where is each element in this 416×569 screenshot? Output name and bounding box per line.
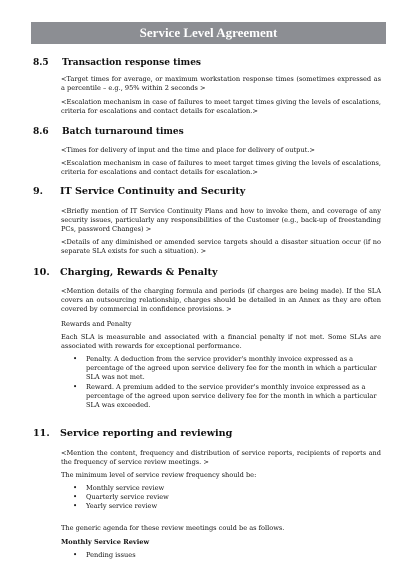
section-number: 8.6 [33, 127, 49, 137]
paragraph: <Times for delivery of input and the time and place for delivery of output.> [61, 146, 315, 154]
list-item: • Pending issues [86, 551, 386, 560]
document-title-banner: Service Level Agreement [31, 22, 386, 44]
section-9-heading [33, 186, 245, 197]
section-number: 10. [33, 267, 50, 278]
section-10-heading [33, 267, 218, 278]
paragraph: <Mention the content, frequency and distribution of service reports, recipients of reports and the frequency of service review meetings. > [61, 449, 381, 467]
paragraph: <Briefly mention of IT Service Continuity Plans and how to invoke them, and coverage of any security issues, particularly any responsibilities of the Customer (e.g., back-up of freestanding PCs, password Changes) > [61, 207, 381, 234]
list-item: • Monthly service review [86, 484, 386, 493]
review-frequency-list [86, 484, 386, 512]
section-title: Charging, Rewards & Penalty [60, 267, 218, 278]
section-title: Transaction response times [62, 58, 201, 68]
paragraph: Each SLA is measurable and associated with a financial penalty if not met. Some SLAs are associated with rewards for exceptional performance. [61, 333, 381, 351]
paragraph: The minimum level of service review frequency should be: [61, 471, 257, 479]
paragraph: <Details of any diminished or amended service targets should a disaster situation occur (if no separate SLA exists for such a situation). > [61, 238, 381, 256]
section-number: 11. [33, 428, 50, 439]
section-number: 8.5 [33, 58, 49, 68]
list-item: • Penalty. A deduction from the service provider's monthly invoice expressed as a percentage of the agreed upon service delivery fee for the month in which a particular SLA was not met. [86, 355, 386, 383]
list-item: • Reward. A premium added to the service provider's monthly invoice expressed as a percentage of the agreed upon service delivery fee for the month in which a particular SLA was exceeded. [86, 383, 386, 411]
penalty-reward-list [86, 355, 386, 410]
paragraph: <Escalation mechanism in case of failures to meet target times giving the levels of escalations, criteria for escalations and contact details for escalation.> [61, 98, 381, 116]
section-number: 9. [33, 186, 44, 197]
section-title: Batch turnaround times [62, 127, 184, 137]
list-item: • Yearly service review [86, 502, 386, 511]
paragraph: <Mention details of the charging formula and periods (if charges are being made). If the SLA covers an outsourcing relationship, charges should be detailed in an Annex as they are often covered by commercial in confidence provisions. > [61, 287, 381, 314]
subheading: Monthly Service Review [61, 538, 150, 546]
section-8-6-heading [33, 127, 184, 137]
section-title: IT Service Continuity and Security [60, 186, 246, 197]
agenda-list [86, 551, 386, 560]
paragraph: <Target times for average, or maximum workstation response times (sometimes expressed as a percentile – e.g., 95% within 2 seconds > [61, 75, 381, 93]
list-item: • Quarterly service review [86, 493, 386, 502]
section-title: Service reporting and reviewing [60, 428, 233, 439]
paragraph: <Escalation mechanism in case of failures to meet target times giving the levels of escalations, criteria for escalations and contact details for escalation.> [61, 159, 381, 177]
section-11-heading [33, 428, 232, 439]
paragraph: The generic agenda for these review meetings could be as follows. [61, 524, 285, 532]
paragraph: Rewards and Penalty [61, 320, 132, 328]
section-8-5-heading [33, 58, 201, 68]
